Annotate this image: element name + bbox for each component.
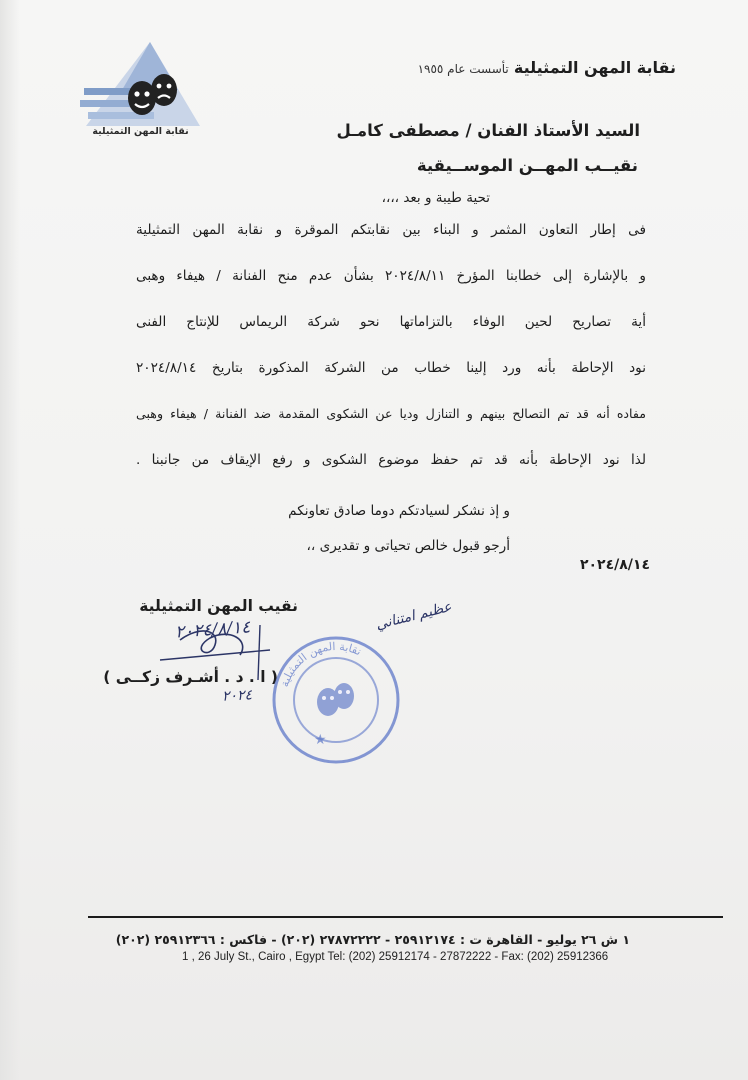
- signatory-title: نقيب المهن التمثيلية: [139, 597, 298, 615]
- body-line: أية تصاريح لحين الوفاء بالتزاماتها نحو شركة الريماس للإنتاج الفنى: [136, 314, 646, 330]
- signatory-name: ( ا . د . أشـرف زكــى ): [103, 668, 278, 686]
- footer-arabic-address: ١ ش ٢٦ يوليو - القاهرة ت : ٢٥٩١٢١٧٤ - ٢٧٨٧٢٢٢٢ (٢٠٢) - فاكس : ٢٥٩١٢٣٦٦ (٢٠٢): [115, 932, 630, 947]
- official-stamp: [268, 632, 404, 768]
- handwritten-date: ٢٠٢٤/٨/١٤: [174, 617, 251, 643]
- page-fold-shadow: [0, 0, 20, 1080]
- greeting: تحية طيبة و بعد ،،،،: [381, 190, 490, 206]
- logo-emblem-icon: [78, 40, 203, 130]
- letter-date: ٢٠٢٤/٨/١٤: [579, 557, 650, 573]
- footer-english-address: 1 , 26 July St., Cairo , Egypt Tel: (202) 25912174 - 27872222 - Fax: (202) 25912366: [182, 951, 609, 963]
- organization-name: نقابة المهن التمثيلية: [513, 58, 676, 77]
- body-line: فى إطار التعاون المثمر و البناء بين نقابتكم الموقرة و نقابة المهن التمثيلية: [136, 222, 646, 238]
- handwritten-note: عظيم امتناني: [374, 598, 454, 634]
- footer-divider: [88, 916, 723, 918]
- established-year: تأسست عام ١٩٥٥: [417, 62, 509, 76]
- handwritten-reference: ٢٠٢٤: [221, 687, 253, 705]
- body-line: نود الإحاطة بأنه ورد إلينا خطاب من الشركة المذكورة بتاريخ ٢٠٢٤/٨/١٤: [136, 360, 646, 376]
- stamp-text: نقابة المهن التمثيلية: [277, 639, 364, 689]
- syndicate-logo: [78, 40, 203, 145]
- closing-thanks: و إذ نشكر لسيادتكم دوما صادق تعاونكم: [288, 503, 510, 519]
- letterhead: [408, 58, 676, 77]
- addressee-line-2: نقيــب المهــن الموســيقية: [416, 156, 638, 175]
- body-line: و بالإشارة إلى خطابنا المؤرخ ٢٠٢٤/٨/١١ بشأن عدم منح الفنانة / هيفاء وهبى: [136, 268, 646, 284]
- body-line: مفاده أنه قد تم التصالح بينهم و التنازل وديا عن الشكوى المقدمة ضد الفنانة / هيفاء وهبى: [136, 406, 646, 421]
- svg-text:★: ★: [314, 732, 327, 748]
- stamp-seal-icon: [268, 632, 404, 768]
- addressee-line-1: السيد الأستاذ الفنان / مصطفى كامـل: [336, 121, 640, 140]
- logo-caption: نقابة المهن التمثيلية: [92, 126, 189, 137]
- body-line: لذا نود الإحاطة بأنه قد تم حفظ موضوع الشكوى و رفع الإيقاف من جانبنا .: [136, 452, 646, 468]
- closing-regards: أرجو قبول خالص تحياتى و تقديرى ،،: [306, 538, 510, 554]
